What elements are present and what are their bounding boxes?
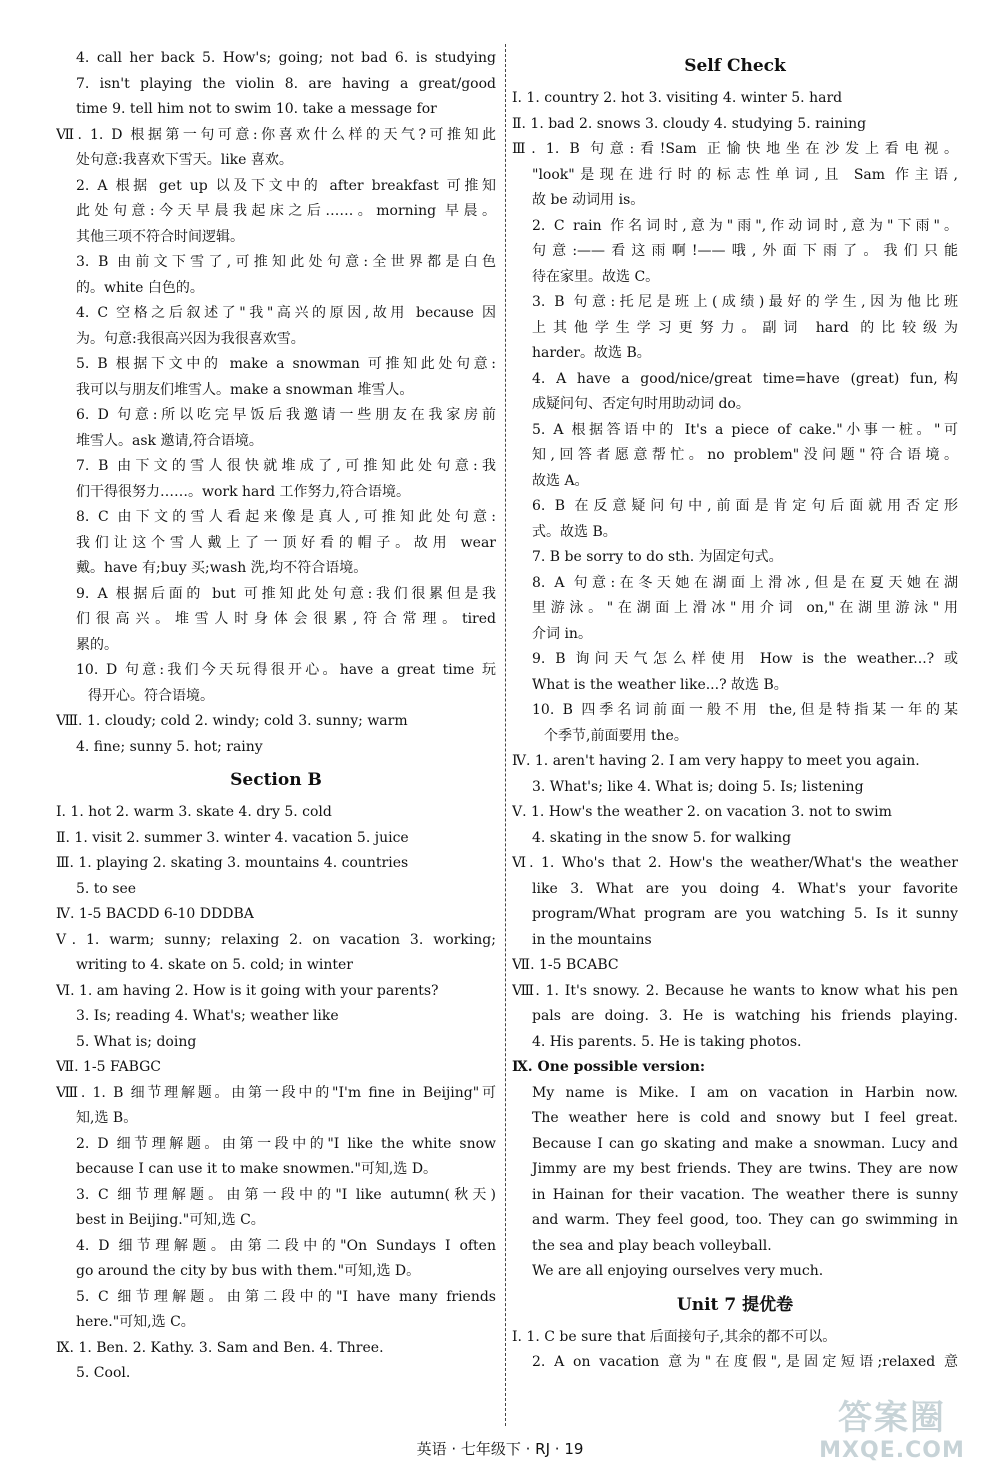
answer-line: time 9. tell him not to swim 10. take a message for xyxy=(76,101,437,117)
answer-line: Ⅴ. 1. How's the weather 2. on vacation 3. not to swim xyxy=(512,804,892,820)
answer-line: 为。句意:我很高兴因为我很喜欢雪。 xyxy=(76,330,305,347)
answer-line: 7. B be sorry to do sth. 为固定句式。 xyxy=(532,549,783,565)
answer-line: 故 be 动词用 is。 xyxy=(532,192,645,208)
answer-line: 2. C rain 作名词时,意为"雨",作动词时,意为"下雨"。 xyxy=(532,217,958,234)
answer-line: 4. fine; sunny 5. hot; rainy xyxy=(76,738,263,755)
answer-line: go around the city by bus with them."可知,选 D。 xyxy=(76,1263,421,1279)
answer-line: 成疑问句、否定句时用助动词 do。 xyxy=(532,396,750,412)
answer-line: Ⅷ. 1. B 细节理解题。由第一段中的"I'm fine in Beijing"可 xyxy=(56,1084,496,1101)
answer-line: 我可以与朋友们堆雪人。make a snowman 堆雪人。 xyxy=(76,381,414,398)
watermark-text: 答案圈 xyxy=(838,1398,946,1438)
answer-line: 6. B 在反意疑问句中,前面是肯定句后面就用否定形 xyxy=(532,498,958,514)
column-divider xyxy=(505,44,506,1426)
answer-line: What is the weather like...? 故选 B。 xyxy=(532,676,788,693)
answer-line: 的。white 白色的。 xyxy=(76,279,204,296)
answer-line: 得开心。符合语境。 xyxy=(88,687,214,704)
answer-line: 4. D 细节理解题。由第二段中的"On Sundays I often xyxy=(76,1237,496,1254)
watermark-logo xyxy=(812,1398,972,1474)
answer-line: We are all enjoying ourselves very much. xyxy=(532,1263,824,1279)
answer-line: Ⅵ. 1. Who's that 2. How's the weather/What's the weather xyxy=(512,855,958,871)
answer-line: Ⅶ. 1. D 根据第一句可意:你喜欢什么样的天气?可推知此 xyxy=(56,126,496,143)
answer-line: Ⅰ. 1. hot 2. warm 3. skate 4. dry 5. cold xyxy=(56,804,332,820)
answer-line: the sea and play beach volleyball. xyxy=(532,1237,772,1254)
answer-line: best in Beijing."可知,选 C。 xyxy=(76,1212,265,1228)
section-heading: Self Check xyxy=(684,56,786,76)
answer-line: Ⅳ. 1. aren't having 2. I am very happy to meet you again. xyxy=(512,753,920,769)
answer-line: 知,选 B。 xyxy=(76,1110,138,1126)
answer-line: 2. A 根据 get up 以及下文中的 after breakfast 可推知 xyxy=(76,177,496,194)
answer-line: 9. A 根据后面的 but 可推知此处句意:我们很累但是我 xyxy=(76,585,496,602)
answer-line: 7. isn't playing the violin 8. are having a great/good xyxy=(76,75,496,92)
answer-line: Because I can go skating and make a snowman. Lucy and xyxy=(532,1135,958,1152)
answer-line: 其他三项不符合时间逻辑。 xyxy=(76,228,244,245)
answer-line: 5. What is; doing xyxy=(76,1033,197,1050)
answer-line: 4. skating in the snow 5. for walking xyxy=(532,829,792,846)
answer-line: 故选 A。 xyxy=(532,472,589,489)
answer-line: 5. Cool. xyxy=(76,1365,131,1381)
answer-line: Ⅱ. 1. visit 2. summer 3. winter 4. vacation 5. juice xyxy=(56,829,409,846)
answer-line: Ⅴ. 1. warm; sunny; relaxing 2. on vacation 3. working; xyxy=(56,931,496,948)
answer-line: because I can use it to make snowmen."可知,选 D。 xyxy=(76,1161,438,1177)
answer-line: 10. D 句意:我们今天玩得很开心。have a great time 玩 xyxy=(76,662,496,678)
answer-line: 们很高兴。堆雪人时身体会很累,符合常理。tired xyxy=(76,611,496,627)
answer-line: Ⅷ. 1. It's snowy. 2. Because he wants to know what his pen xyxy=(512,982,958,999)
answer-line: 4. A have a good/nice/great time=have (great) fun,构 xyxy=(532,370,958,387)
answer-line: 上其他学生学习更努力。副词 hard 的比较级为 xyxy=(532,319,958,336)
answer-line: in Hainan for their vacation. The weather there is sunny xyxy=(532,1186,958,1203)
answer-line: harder。故选 B。 xyxy=(532,345,651,361)
answer-line: Ⅲ. 1. playing 2. skating 3. mountains 4. countries xyxy=(56,855,409,871)
answer-line: 6. D 句意:所以吃完早饭后我邀请一些朋友在我家房前 xyxy=(76,407,496,423)
answer-line: 此处句意:今天早晨我起床之后……。morning 早晨。 xyxy=(76,203,496,219)
answer-line: 我们让这个雪人戴上了一顶好看的帽子。故用 wear xyxy=(76,534,496,551)
answer-line: like 3. What are you doing 4. What's your favorite xyxy=(532,880,958,897)
answer-line: Ⅶ. 1-5 FABGC xyxy=(56,1059,162,1075)
answer-line: Ⅸ. One possible version: xyxy=(512,1059,706,1075)
answer-line: in the mountains xyxy=(532,931,652,948)
answer-line: 待在家里。故选 C。 xyxy=(532,268,660,285)
answer-line: 式。故选 B。 xyxy=(532,523,617,540)
answer-line: 4. C 空格之后叙述了"我"高兴的原因,故用 because 因 xyxy=(76,305,496,321)
answer-line: 10. B 四季名词前面一般不用 the,但是特指某一年的某 xyxy=(532,702,958,718)
answer-line: 里游泳。"在湖面上滑冰"用介词 on,"在湖里游泳"用 xyxy=(532,600,958,616)
answer-line: 3. B 由前文下雪了,可推知此处句意:全世界都是白色 xyxy=(76,254,496,270)
answer-line: Ⅳ. 1-5 BACDD 6-10 DDDBA xyxy=(56,906,254,922)
answer-line: Ⅱ. 1. bad 2. snows 3. cloudy 4. studying 5. raining xyxy=(512,115,867,132)
answer-line: here."可知,选 C。 xyxy=(76,1314,195,1330)
answer-line: Ⅶ. 1-5 BCABC xyxy=(512,957,619,973)
answer-line: 9. B 询问天气怎么样使用 How is the weather...? 或 xyxy=(532,651,958,667)
answer-line: Jimmy are my best friends. They are twins. They are now xyxy=(532,1161,958,1177)
answer-line: 知,回答者愿意帮忙。no problem"没问题"符合语境。 xyxy=(532,447,958,463)
answer-line: 3. C 细节理解题。由第一段中的"I like autumn(秋天) xyxy=(76,1186,496,1203)
answer-line: 5. to see xyxy=(76,880,137,897)
answer-line: 5. A 根据答语中的 It's a piece of cake."小事一桩。"可 xyxy=(532,421,958,438)
answer-line: The weather here is cold and snowy but I feel great. xyxy=(532,1110,958,1126)
answer-line: 2. D 细节理解题。由第一段中的"I like the white snow xyxy=(76,1135,496,1152)
answer-line: and warm. They feel good, too. They can go swimming in xyxy=(532,1212,958,1228)
answer-line: 7. B 由下文的雪人很快就堆成了,可推知此处句意:我 xyxy=(76,458,496,474)
right-column xyxy=(512,46,958,1376)
answer-line: 3. What's; like 4. What is; doing 5. Is; listening xyxy=(532,778,864,795)
answer-line: Ⅲ. 1. B 句意:看!Sam 正愉快地坐在沙发上看电视。 xyxy=(512,141,958,157)
answer-line: 3. Is; reading 4. What's; weather like xyxy=(76,1008,339,1024)
answer-line: 句意:——看这雨啊!——哦,外面下雨了。我们只能 xyxy=(532,243,958,259)
answer-line: 们干得很努力……。work hard 工作努力,符合语境。 xyxy=(76,483,410,500)
answer-line: 2. A on vacation 意为"在度假",是固定短语;relaxed 意 xyxy=(532,1354,958,1370)
answer-line: Ⅰ. 1. C be sure that 后面接句子,其余的都不可以。 xyxy=(512,1328,837,1345)
answer-line: Ⅰ. 1. country 2. hot 3. visiting 4. winter 5. hard xyxy=(512,90,843,106)
answer-line: "look"是现在进行时的标志性单词,且 Sam 作主语, xyxy=(532,166,958,183)
answer-line: program/What program are you watching 5. Is it sunny xyxy=(532,906,958,922)
answer-line: 处句意:我喜欢下雪天。like 喜欢。 xyxy=(76,152,293,168)
left-column xyxy=(56,46,496,1387)
answer-line: 4. His parents. 5. He is taking photos. xyxy=(532,1033,802,1050)
answer-line: Ⅸ. 1. Ben. 2. Kathy. 3. Sam and Ben. 4. Three. xyxy=(56,1339,384,1356)
page-footer: 英语 · 七年级下 · RJ · 19 xyxy=(416,1440,584,1458)
answer-line: writing to 4. skate on 5. cold; in winter xyxy=(76,957,353,973)
answer-line: 介词 in。 xyxy=(532,625,592,642)
answer-line: Ⅵ. 1. am having 2. How is it going with your parents? xyxy=(56,982,439,999)
answer-line: 8. A 句意:在冬天她在湖面上滑冰,但是在夏天她在湖 xyxy=(532,574,958,591)
answer-line: 5. B 根据下文中的 make a snowman 可推知此处句意: xyxy=(76,356,496,372)
section-heading: Section B xyxy=(230,770,322,790)
answer-line: 累的。 xyxy=(76,636,118,653)
answer-line: 4. call her back 5. How's; going; not bad 6. is studying xyxy=(76,50,496,66)
answer-line: Ⅷ. 1. cloudy; cold 2. windy; cold 3. sunny; warm xyxy=(56,713,408,729)
answer-line: 5. C 细节理解题。由第二段中的"I have many friends xyxy=(76,1288,496,1305)
answer-line: 堆雪人。ask 邀请,符合语境。 xyxy=(76,432,263,449)
answer-line: 戴。have 有;buy 买;wash 洗,均不符合语境。 xyxy=(76,560,368,576)
answer-line: 个季节,前面要用 the。 xyxy=(544,727,688,744)
answer-line: pals are doing. 3. He is watching his friends playing. xyxy=(532,1008,958,1024)
watermark-url: MXQE.COM xyxy=(819,1438,965,1463)
section-heading: Unit 7 提优卷 xyxy=(676,1294,794,1315)
answer-line: 8. C 由下文的雪人看起来像是真人,可推知此处句意: xyxy=(76,509,496,525)
answer-line: My name is Mike. I am on vacation in Harbin now. xyxy=(532,1084,958,1101)
answer-line: 3. B 句意:托尼是班上(成绩)最好的学生,因为他比班 xyxy=(532,294,958,310)
